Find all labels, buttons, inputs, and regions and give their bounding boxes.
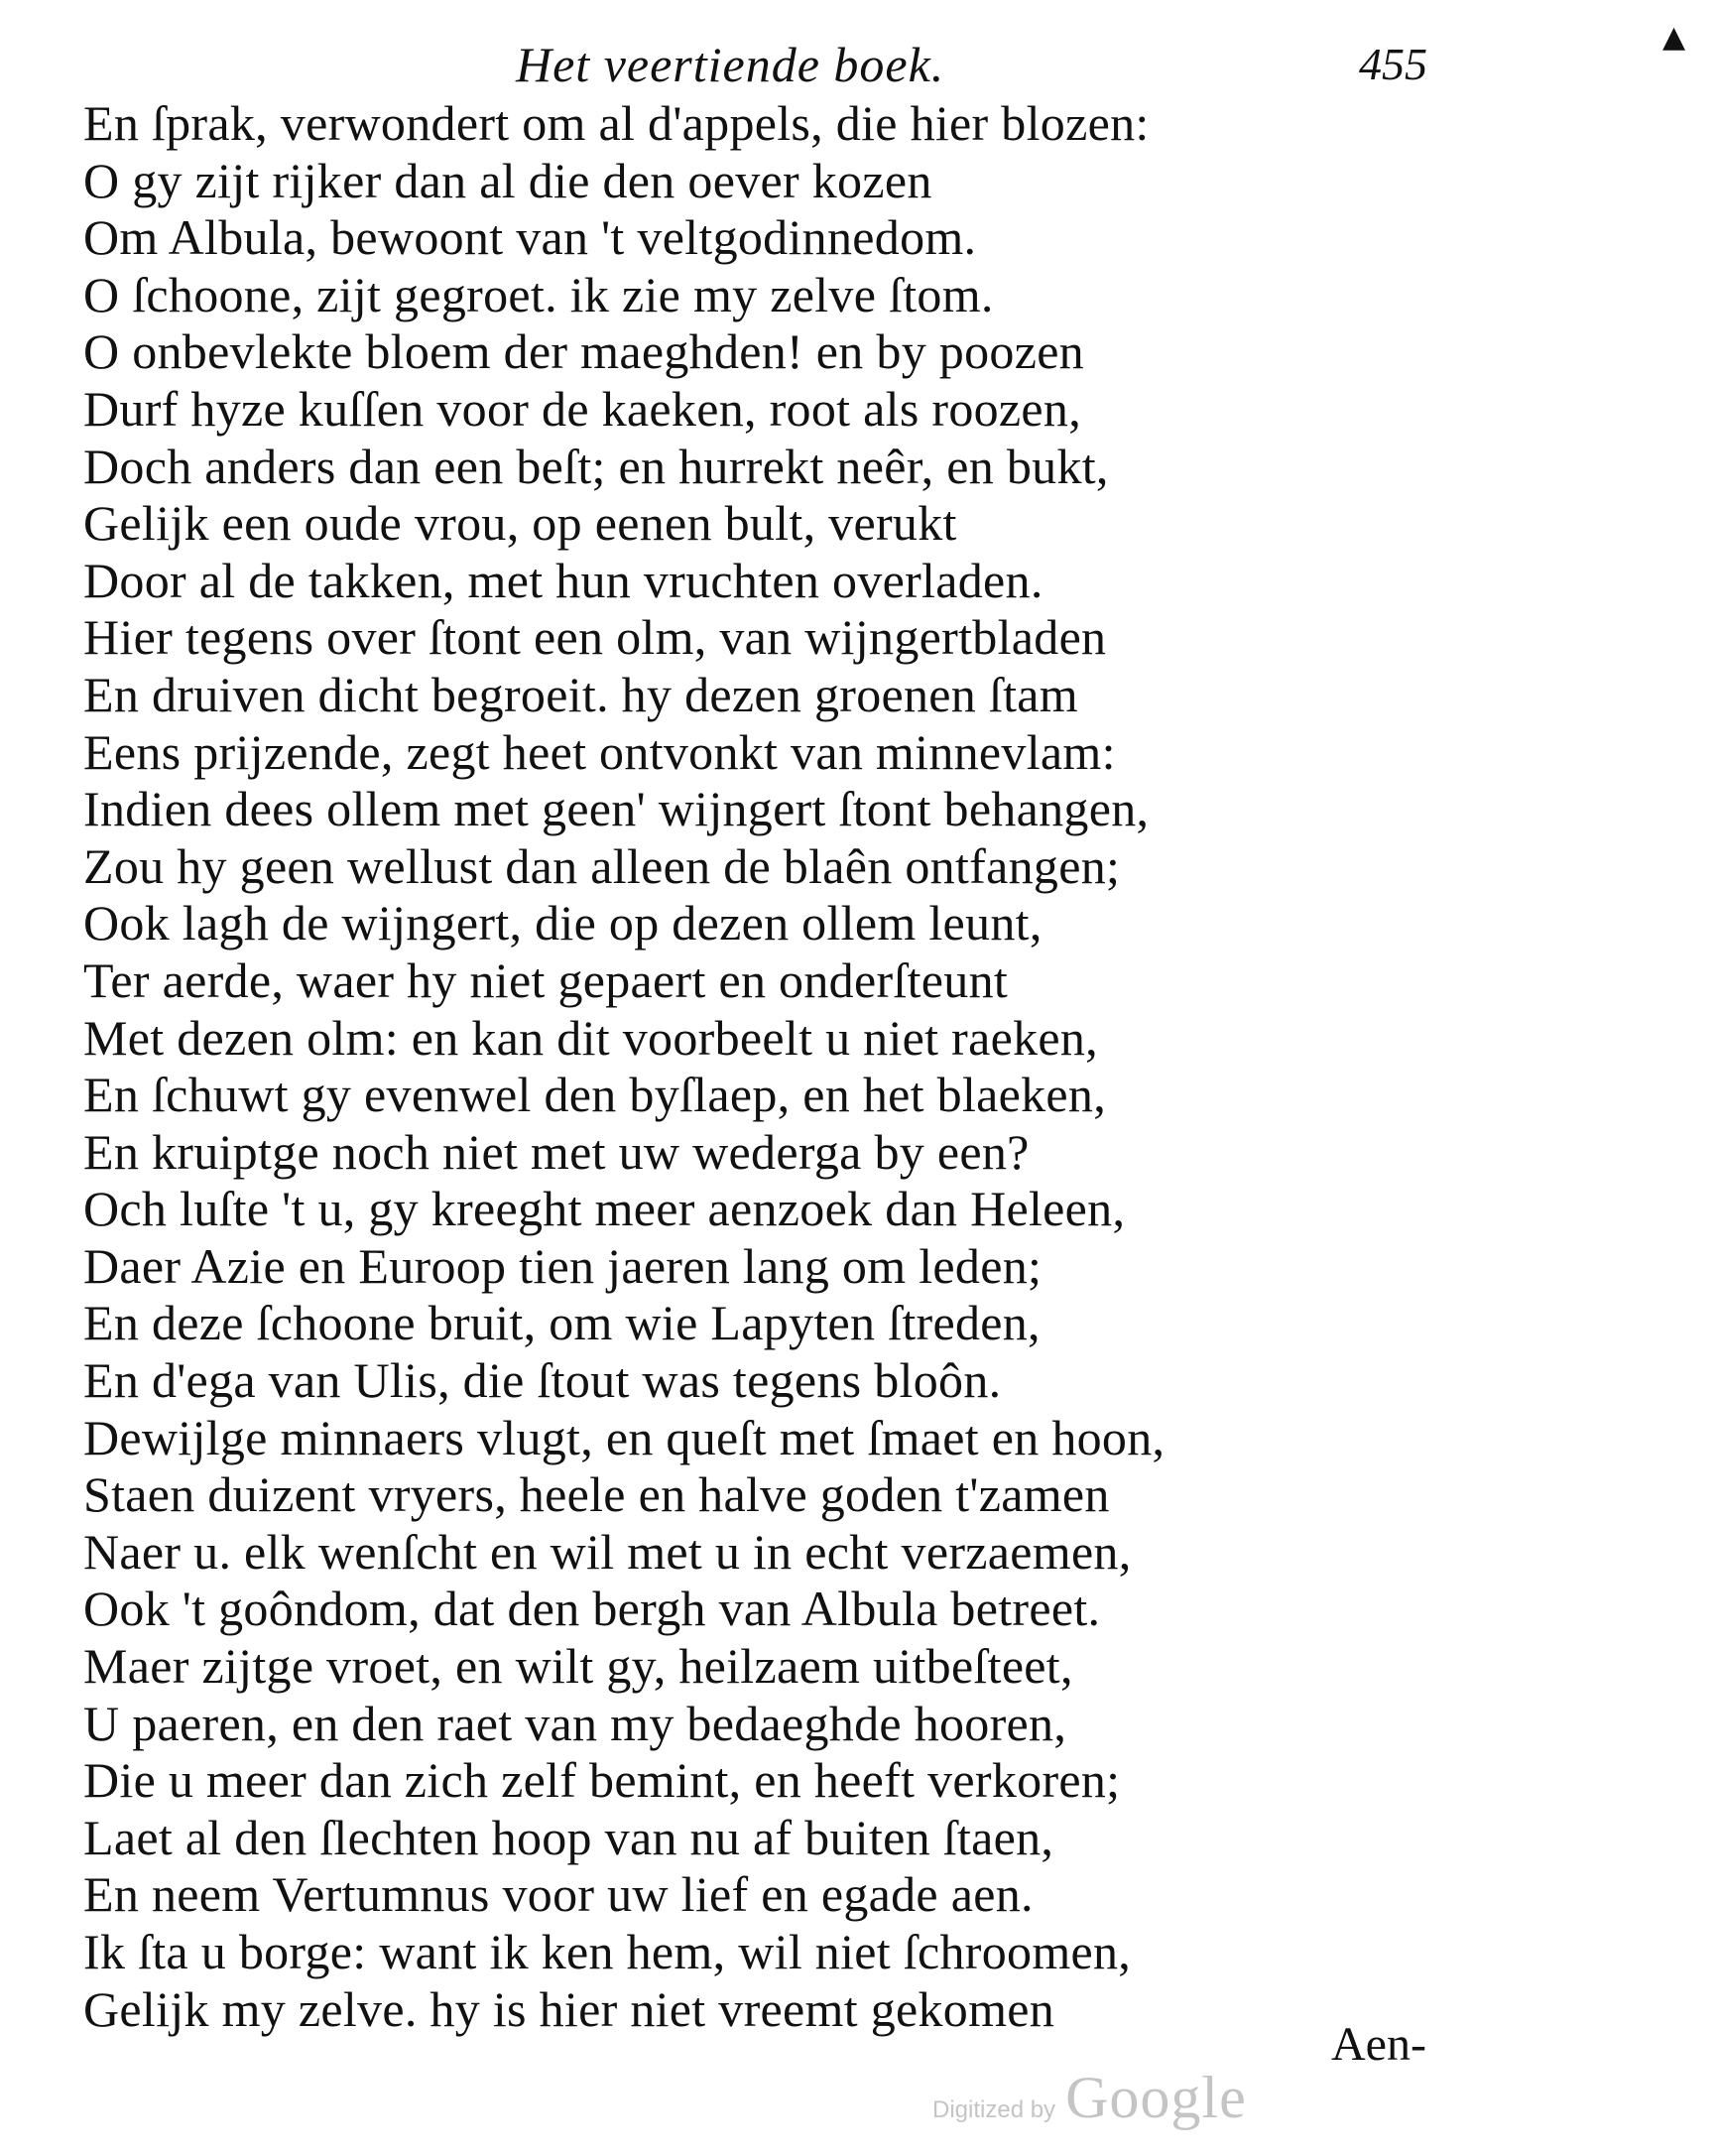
verse-line: Ook lagh de wijngert, die op dezen ollem leunt, (83, 895, 1043, 951)
verse-line: Indien dees ollem met geen' wijngert ſtont behangen, (83, 781, 1150, 837)
verse-line: Dewijlge minnaers vlugt, en queſt met ſmaet en hoon, (83, 1409, 1166, 1465)
verse-line: Maer zijtge vroet, en wilt gy, heilzaem uitbeſteet, (83, 1638, 1073, 1695)
verse-line: Ter aerde, waer hy niet gepaert en onderſteunt (83, 951, 1009, 1008)
verse-line: Met dezen olm: en kan dit voorbeelt u niet raeken, (83, 1009, 1098, 1066)
verse-line: Ook 't goôndom, dat den bergh van Albula betreet. (83, 1581, 1101, 1637)
verse-line: En d'ega van Ulis, die ſtout was tegens bloôn. (83, 1352, 1002, 1409)
verse-line: Och luſte 't u, gy kreeght meer aenzoek dan Heleen, (83, 1181, 1126, 1237)
verse-line: En ſprak, verwondert om al d'appels, die hier blozen: (83, 95, 1150, 151)
verse-line: O onbevlekte bloem der maeghden! en by poozen (83, 323, 1084, 380)
verse-line: Laet al den ſlechten hoop van nu af buiten ſtaen, (83, 1809, 1054, 1865)
verse-line: U paeren, en den raet van my bedaeghde hooren, (83, 1695, 1067, 1751)
running-title: Het veertiende boek. (516, 37, 945, 92)
verse-line: En ſchuwt gy evenwel den byſlaep, en het blaeken, (83, 1067, 1107, 1123)
verse-line: Naer u. elk wenſcht en wil met u in echt verzaemen, (83, 1523, 1132, 1580)
corner-mark-icon: ▲ (1662, 20, 1686, 55)
digitized-watermark (932, 2064, 1247, 2133)
verse-line: Daer Azie en Euroop tien jaeren lang om leden; (83, 1237, 1043, 1294)
verse-line: En neem Vertumnus voor uw lief en egade aen. (83, 1866, 1034, 1923)
verse-line: Hier tegens over ſtont een olm, van wijngertbladen (83, 609, 1107, 666)
catchword: Aen- (1331, 2018, 1426, 2071)
verse-line: Eens prijzende, zegt heet ontvonkt van minnevlam: (83, 723, 1116, 780)
watermark-prefix: Digitized by (932, 2096, 1056, 2123)
verse-line: En kruiptge noch niet met uw wederga by een? (83, 1123, 1030, 1180)
verse-line: Staen duizent vryers, heele en halve goden t'zamen (83, 1466, 1110, 1523)
verse-line: O ſchoone, zijt gegroet. ik zie my zelve ſtom. (83, 266, 994, 322)
verse-line: Gelijk een oude vrou, op eenen bult, verukt (83, 495, 957, 552)
verse-block (83, 95, 1393, 2038)
verse-line: Door al de takken, met hun vruchten overladen. (83, 552, 1043, 608)
page-number: 455 (1359, 39, 1427, 89)
verse-line: Zou hy geen wellust dan alleen de blaên ontfangen; (83, 837, 1121, 894)
verse-line: En druiven dicht begroeit. hy dezen groenen ſtam (83, 666, 1078, 722)
verse-line: En deze ſchoone bruit, om wie Lapyten ſtreden, (83, 1295, 1041, 1351)
verse-line: O gy zijt rijker dan al die den oever kozen (83, 152, 932, 208)
verse-line: Die u meer dan zich zelf bemint, en heeft verkoren; (83, 1752, 1121, 1809)
watermark-brand: Google (1065, 2065, 1247, 2130)
verse-line: Gelijk my zelve. hy is hier niet vreemt gekomen (83, 1980, 1055, 2037)
verse-line: Om Albula, bewoont van 't veltgodinnedom. (83, 209, 977, 266)
verse-line: Ik ſta u borge: want ik ken hem, wil niet ſchroomen, (83, 1924, 1132, 1979)
verse-line: Doch anders dan een beſt; en hurrekt neêr, en bukt, (83, 438, 1109, 494)
verse-line: Durf hyze kuſſen voor de kaeken, root als roozen, (83, 380, 1082, 437)
running-head (0, 20, 1718, 99)
